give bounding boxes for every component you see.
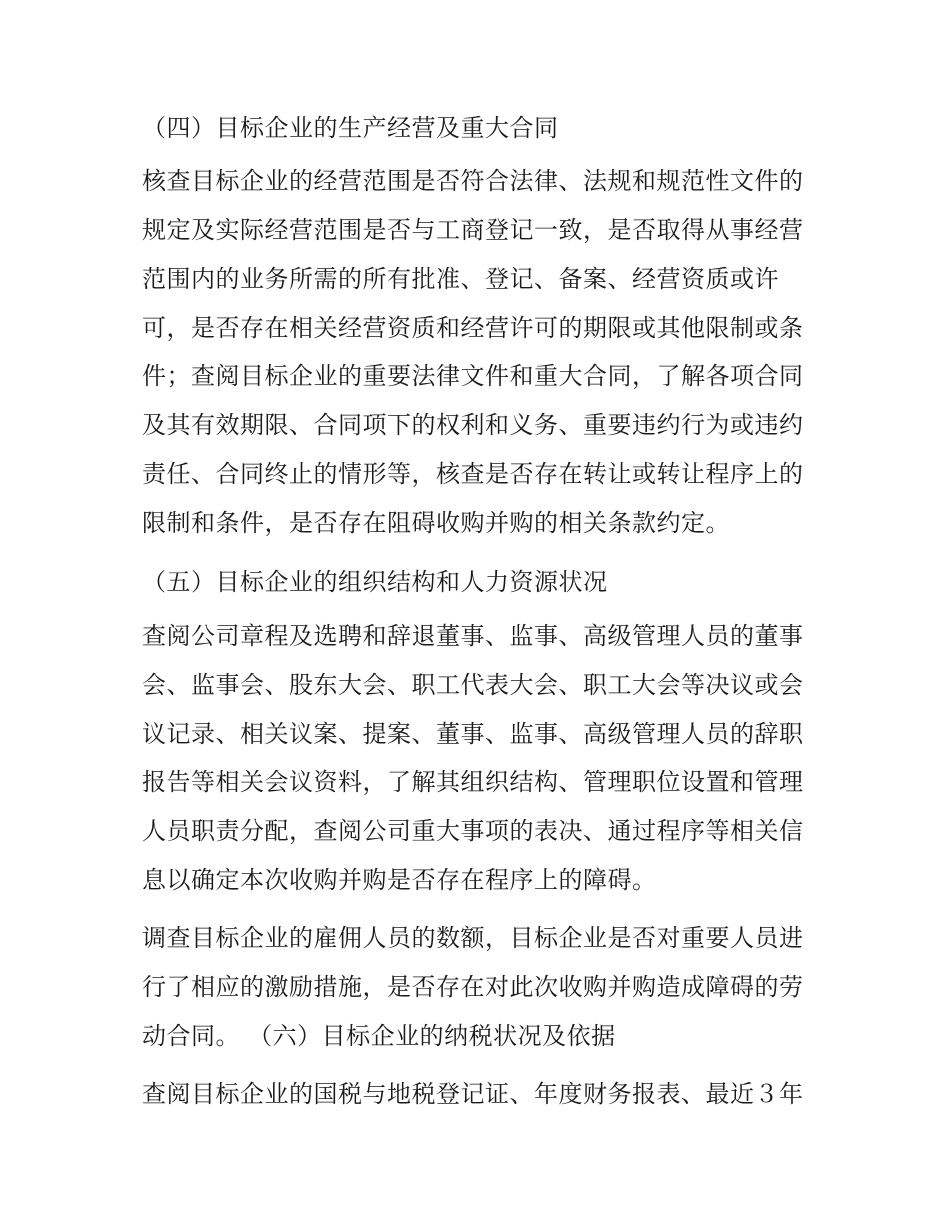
paragraph-line: 可，是否存在相关经营资质和经营许可的期限或其他限制或条 [142,314,804,342]
paragraph-line: 人员职责分配，查阅公司重大事项的表决、通过程序等相关信 [142,817,804,845]
paragraph-line: 范围内的业务所需的所有批准、登记、备案、经营资质或许 [142,265,779,293]
paragraph-line: 规定及实际经营范围是否与工商登记一致，是否取得从事经营 [142,216,804,244]
paragraph-line: 行了相应的激励措施，是否存在对此次收购并购造成障碍的劳 [142,973,804,1001]
paragraph-line: 报告等相关会议资料，了解其组织结构、管理职位设置和管理 [142,768,804,796]
paragraph-line: 及其有效期限、合同项下的权利和义务、重要违约行为或违约 [142,411,804,439]
paragraph-line: 议记录、相关议案、提案、董事、监事、高级管理人员的辞职 [142,720,804,748]
paragraph-line: 核查目标企业的经营范围是否符合法律、法规和规范性文件的 [142,167,804,195]
paragraph-line: 责任、合同终止的情形等，核查是否存在转让或转让程序上的 [142,460,804,488]
paragraph-line: 件；查阅目标企业的重要法律文件和重大合同，了解各项合同 [142,362,804,390]
paragraph-line: 调查目标企业的雇佣人员的数额，目标企业是否对重要人员进 [142,924,804,952]
paragraph-line-with-heading-6: 动合同。 （六）目标企业的纳税状况及依据 [142,1022,616,1050]
paragraph-line: 息以确定本次收购并购是否存在程序上的障碍。 [142,866,657,894]
paragraph-line: 会、监事会、股东大会、职工代表大会、职工大会等决议或会 [142,671,804,699]
paragraph-line: 查阅公司章程及选聘和辞退董事、监事、高级管理人员的董事 [142,622,804,650]
paragraph-line: 查阅目标企业的国税与地税登记证、年度财务报表、最近３年 [142,1080,804,1108]
section-heading-4: （四）目标企业的生产经营及重大合同 [142,114,559,142]
paragraph-line: 限制和条件，是否存在阻碍收购并购的相关条款约定。 [142,509,730,537]
section-heading-5: （五）目标企业的组织结构和人力资源状况 [142,568,608,596]
